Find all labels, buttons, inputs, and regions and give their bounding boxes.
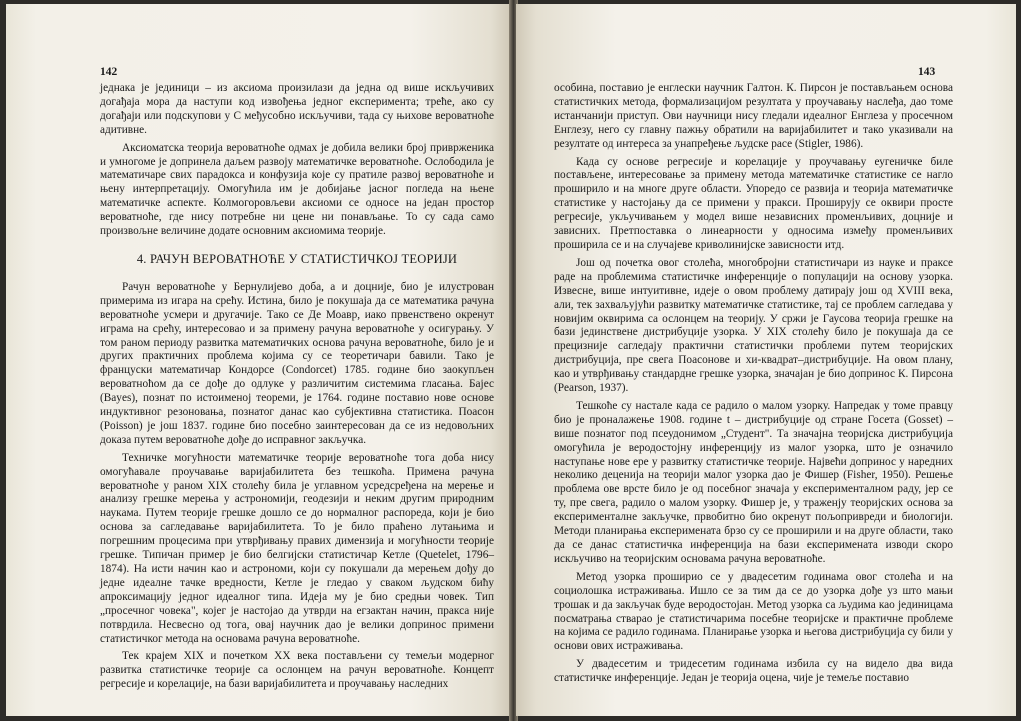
left-page [6, 4, 511, 716]
section-heading: 4. РАЧУН ВЕРОВАТНОЋЕ У СТАТИСТИЧКОЈ ТЕОРИЈИ [136, 251, 458, 266]
paragraph: особина, поставио је енглески научник Галтон. К. Пирсон је постављањем основа статистичких метода, формализацијом резултата у проучавању наслеђа, дао томе истанчанији приступ. Ови научници нису гледали идеалног Енглеза у просечном Енглезу, него су главну пажњу обратили на варијабилитет и тако указивали на резултате од интереса за унапређење људске расе (Stigler, 1986). [554, 82, 953, 150]
paragraph: Када су основе регресије и корелације у проучавању еугеничке биле постављене, интересовање за примену метода математичке статистике се нагло проширило и на многе друге области. Упоредо се развија и теорија математичке статистике у настојању да се примени у пракси. Проширују се оквири просте регресије, укључивањем у модел више независних променљивих, доцније и зависних. Претпоставка о линеарности у односима између променљивих проширила се и на случајеве криволинијске зависности итд. [554, 155, 953, 251]
paragraph: Аксиоматска теорија вероватноће одмах је добила велики број привржeника и умногоме је допринела даљем развоју математичке вероватноће. Ослободила је математичаре свих парадокса и конфузија које су пратиле развој вероватноће и њену интерпретацију. Омогућила им је добијање јасног погледа на њене математичке аспекте. Колмогоровљеви аксиоми се односе на један простор вероватноће, где нису потребне ни цене ни понављање. То су сада само произвољне величине додате основним аксиомима теорије. [100, 141, 494, 238]
page-number-left: 142 [100, 66, 118, 78]
paragraph: Рачун вероватноће у Бернулијево доба, а и доцније, био је илустрован примерима из игара на срећу. Истина, било је покушаја да се математика рачуна вероватноће усмери и другачије. Тако се Де Моавр, иако првенствено окренут играма на срећу, интересовао и за примену рачуна вероватноће у осигурању. У том раном периоду развитка математичких основа рачуна вероватноће, било је и других практичних проблема којима су се теоретичари бавили. Тако је француски математичар Кондорсе (Condorcet) 1785. године био заокупљен вероватноћом да се дође до одлуке у различитим системима гласања. Бајес (Bayes), познат по истоименој теореми, је 1764. године поставио нове основе индуктивног резоновања, познатог данас као субјективна статистика. Поасон (Poisson) је још 1837. године био посебно заинтересован да се из недовољних доказа путем вероватноће дође до исправног закључка. [100, 280, 494, 446]
right-page [516, 4, 1016, 716]
right-page-text [554, 82, 953, 690]
paragraph: Метод узорка проширио се у двадесетим годинама овог столећа и на социолошка истраживања. Ишло се за тим да се до узорка дође уз што мањи трошак и да закључак буде веродостојан. Метод узорка са људима као јединицама посматрања стварао је статистичарима посебне теоријске и практичне проблеме на којима се радило годинама. Планирање узорка и његова дистрибуција су били у основи ових истраживања. [554, 570, 953, 653]
paragraph: Тек крајем XIX и почетком XX века постављени су темељи модерног развитка статистичке теорије са ослонцем на рачун вероватноће. Концепт регресије и корелације, на бази варијабилитета и проучавању наследних [100, 650, 494, 691]
paragraph: Тешкоће су настале када се радило о малом узорку. Напредак у томе правцу био је проналажење 1908. године t – дистрибуције од стране Госета (Gosset) – више познатог под псеудонимом „Студент". Та значајна теоријска дистрибуција омогућила је веродостојну инференцију из малог узорка, што је означило наступање нове ере у развитку статистичке теорије. Највећи допринос у наредних неколико деценија на теорији малог узорка дао је Фишер (Fisher, 1950). Решење проблема ове врсте било је од посебног значаја у експерименталном раду, јер се ту, пре свега, радило о малом узорку. Фишер је, у траженју теоријских основа за експерименталне закључке, првобитно био окренут пољопривреди и биологији. Методи планирања експеримената брзо су се проширили и на друге области, тако да се данас статистичка инференција на бази експеримената изводи скоро искључиво на теоријским основама рачуна вероватноће. [554, 399, 953, 565]
paragraph: једнака је јединици – из аксиома произилази да једна од више искључивих догађаја мора да наступи код извођења једног експеримента; треће, ако су догађаји или подскупови у С међусобно искључиви, тада су њихове вероватноће адитивне. [100, 82, 494, 136]
paragraph: Још од почетка овог столећа, многобројни статистичари из науке и праксе раде на проблемима статистичке инференције о популацији на основу узорка. Извесне, више интуитивне, идеје о овом проблему датирају још од XVIII века, али, тек захваљујући развитку математичке статистике, тај се проблем сагледава у новијим оквирима са ослонцем на теорију. У сржи је Гаусова теорија грешке на бази јединствене дистрибуције узорка. У XIX столећу било је покушаја да се прецизније сагледају практични статистички проблеми путем теоријских дистрибуција, пре свега Поасонове и хи-квадрат–дистрибуције. На овом плану, као и утврђивању стандардне грешке узорка, значајан је био допринос К. Пирсона (Pearson, 1937). [554, 256, 953, 395]
paragraph: У двадесетим и тридесетим годинама избила су на видело два вида статистичке инференције. Један је теорија оцена, чије је темеље поставио [554, 658, 953, 685]
left-page-text [100, 82, 494, 696]
page-number-right: 143 [918, 66, 936, 78]
paragraph: Техничке могућности математичке теорије вероватноће тога доба нису омогућавале проучавање варијабилитета без тешкоћа. Примена рачуна вероватноће у раном XIX столећу била је углавном усредсређена на мерење и анализу грешке мерења у астрономији, геодезији и неким другим природним наукама. Путем теорије грешке дошло се до нормалног распореда, који је био основа за сагледавање варијабилитета. То је било праћено лутањима и погрешним процесима при утврђивању правих димензија и могућности теорије грешке. Типичан пример је био белгијски статистичар Кетле (Quetelet, 1796–1874). На исти начин као и астрономи, који су покушали да мерењем дођу до једне идеалне тачке вредности, Кетле је гледао у сваком људском бићу апроксимацију једног идеалног типа. Идеја му је био средњи човек. Тип „просечног човека", којег је настојао да утврди на егзактан начин, пракса није потврдила. Несвесно од тога, овај научник дао је велики допринос примени статистичког метода на основама рачуна вероватноће. [100, 451, 494, 645]
